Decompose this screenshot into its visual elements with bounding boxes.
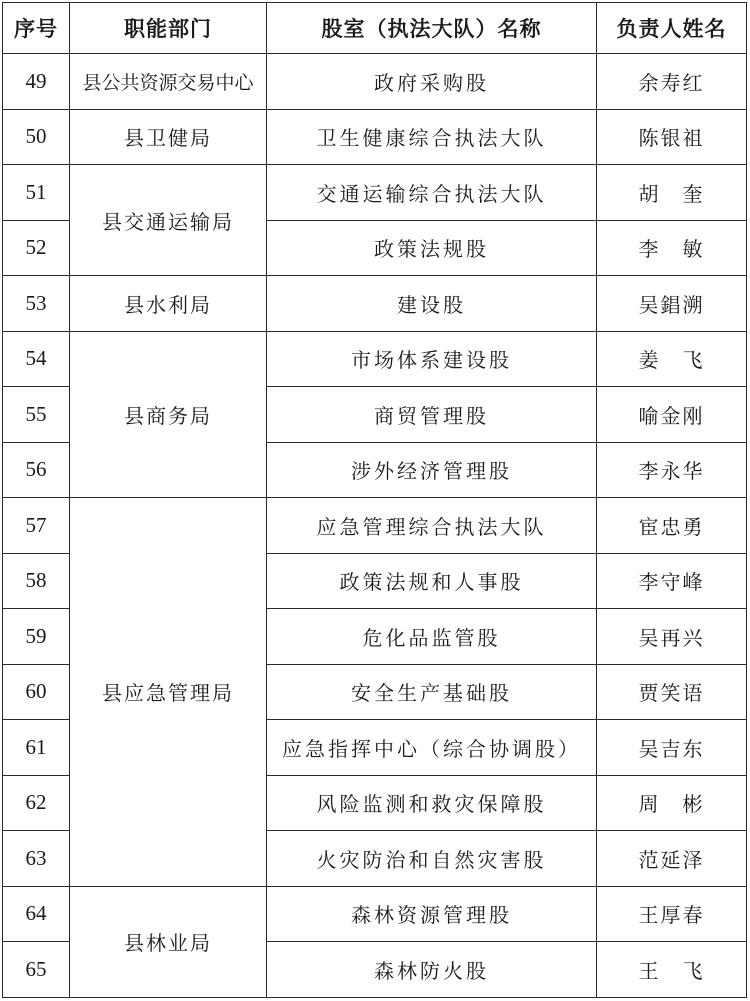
row-index: 65 bbox=[3, 942, 70, 998]
unit-name: 应急管理综合执法大队 bbox=[267, 498, 597, 554]
department-cell: 县公共资源交易中心 bbox=[70, 54, 267, 110]
person-name: 吴再兴 bbox=[597, 609, 747, 665]
header-department: 职能部门 bbox=[70, 3, 267, 54]
person-name: 陈银祖 bbox=[597, 109, 747, 165]
person-name: 范延泽 bbox=[597, 831, 747, 887]
person-name: 周 彬 bbox=[597, 775, 747, 831]
row-index: 58 bbox=[3, 553, 70, 609]
row-index: 62 bbox=[3, 775, 70, 831]
person-name: 胡 奎 bbox=[597, 165, 747, 221]
row-index: 63 bbox=[3, 831, 70, 887]
table-row bbox=[3, 498, 747, 554]
row-index: 60 bbox=[3, 664, 70, 720]
person-name: 吴錩溯 bbox=[597, 276, 747, 332]
header-unit: 股室（执法大队）名称 bbox=[267, 3, 597, 54]
unit-name: 森林资源管理股 bbox=[267, 886, 597, 942]
table-row bbox=[3, 276, 747, 332]
row-index: 57 bbox=[3, 498, 70, 554]
row-index: 61 bbox=[3, 720, 70, 776]
department-cell: 县应急管理局 bbox=[70, 498, 267, 887]
person-name: 吴吉东 bbox=[597, 720, 747, 776]
person-name: 李守峰 bbox=[597, 553, 747, 609]
header-row bbox=[3, 3, 747, 54]
unit-name: 涉外经济管理股 bbox=[267, 442, 597, 498]
person-name: 王厚春 bbox=[597, 886, 747, 942]
header-index: 序号 bbox=[3, 3, 70, 54]
unit-name: 应急指挥中心（综合协调股） bbox=[267, 720, 597, 776]
department-cell: 县林业局 bbox=[70, 886, 267, 997]
table-row bbox=[3, 165, 747, 221]
row-index: 49 bbox=[3, 54, 70, 110]
row-index: 54 bbox=[3, 331, 70, 387]
person-name: 李永华 bbox=[597, 442, 747, 498]
person-name: 贾笑语 bbox=[597, 664, 747, 720]
row-index: 53 bbox=[3, 276, 70, 332]
responsibility-table bbox=[2, 2, 747, 998]
person-name: 余寿红 bbox=[597, 54, 747, 110]
row-index: 51 bbox=[3, 165, 70, 221]
department-cell: 县卫健局 bbox=[70, 109, 267, 165]
header-person: 负责人姓名 bbox=[597, 3, 747, 54]
department-cell: 县商务局 bbox=[70, 331, 267, 498]
department-cell: 县水利局 bbox=[70, 276, 267, 332]
table-row bbox=[3, 54, 747, 110]
unit-name: 火灾防治和自然灾害股 bbox=[267, 831, 597, 887]
row-index: 55 bbox=[3, 387, 70, 443]
table-row bbox=[3, 331, 747, 387]
row-index: 56 bbox=[3, 442, 70, 498]
unit-name: 商贸管理股 bbox=[267, 387, 597, 443]
person-name: 姜 飞 bbox=[597, 331, 747, 387]
unit-name: 安全生产基础股 bbox=[267, 664, 597, 720]
unit-name: 政策法规和人事股 bbox=[267, 553, 597, 609]
unit-name: 政府采购股 bbox=[267, 54, 597, 110]
table-row bbox=[3, 886, 747, 942]
department-cell: 县交通运输局 bbox=[70, 165, 267, 276]
unit-name: 风险监测和救灾保障股 bbox=[267, 775, 597, 831]
row-index: 64 bbox=[3, 886, 70, 942]
unit-name: 危化品监管股 bbox=[267, 609, 597, 665]
person-name: 李 敏 bbox=[597, 220, 747, 276]
unit-name: 森林防火股 bbox=[267, 942, 597, 998]
unit-name: 卫生健康综合执法大队 bbox=[267, 109, 597, 165]
table-row bbox=[3, 109, 747, 165]
row-index: 50 bbox=[3, 109, 70, 165]
unit-name: 政策法规股 bbox=[267, 220, 597, 276]
unit-name: 市场体系建设股 bbox=[267, 331, 597, 387]
person-name: 喻金刚 bbox=[597, 387, 747, 443]
unit-name: 建设股 bbox=[267, 276, 597, 332]
row-index: 52 bbox=[3, 220, 70, 276]
person-name: 宦忠勇 bbox=[597, 498, 747, 554]
unit-name: 交通运输综合执法大队 bbox=[267, 165, 597, 221]
person-name: 王 飞 bbox=[597, 942, 747, 998]
row-index: 59 bbox=[3, 609, 70, 665]
